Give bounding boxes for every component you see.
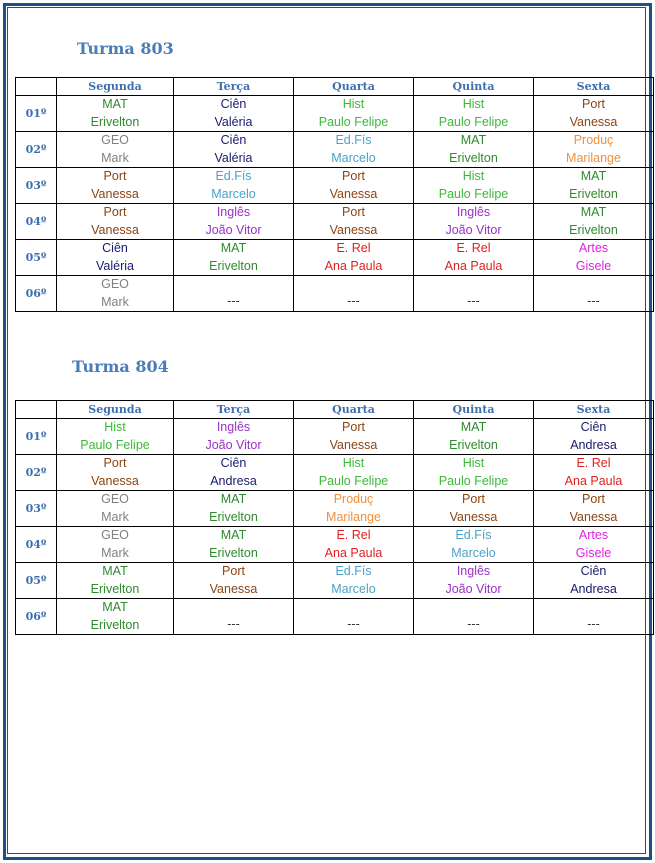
period-label: 05º <box>16 240 57 276</box>
lesson-cell <box>294 96 414 132</box>
lesson-cell <box>414 240 534 276</box>
day-header: Quarta <box>294 401 414 419</box>
subject-label: E. Rel <box>336 241 371 255</box>
lesson-cell <box>174 563 294 599</box>
lesson-cell <box>174 132 294 168</box>
teacher-name: Ana Paula <box>564 473 623 488</box>
lesson-cell <box>174 491 294 527</box>
subject-label: Port <box>582 97 605 111</box>
teacher-name: Mark <box>101 545 129 560</box>
subject-label: Port <box>103 205 127 219</box>
subject-label: Artes <box>578 241 609 255</box>
subject-label: GEO <box>101 528 129 542</box>
table-row <box>16 240 654 276</box>
empty-slot-dash: --- <box>467 616 480 631</box>
subject-label: Inglês <box>216 420 251 434</box>
lesson-cell <box>174 96 294 132</box>
turma-803-title: Turma 803 <box>77 39 174 58</box>
lesson-cell <box>534 168 654 204</box>
subject-label: Ciên <box>580 420 607 434</box>
empty-slot-cell <box>534 599 654 635</box>
subject-label: Produç <box>573 133 614 147</box>
lesson-cell <box>294 204 414 240</box>
table-row <box>16 96 654 132</box>
teacher-name: Vanessa <box>329 222 378 237</box>
lesson-cell <box>534 96 654 132</box>
teacher-name: Erivelton <box>569 222 618 237</box>
day-header: Segunda <box>57 401 174 419</box>
subject-label: Hist <box>342 97 365 111</box>
teacher-name: Vanessa <box>329 186 378 201</box>
lesson-cell <box>294 527 414 563</box>
subject-label: Artes <box>578 528 609 542</box>
teacher-name: Ana Paula <box>324 545 383 560</box>
lesson-cell <box>294 132 414 168</box>
subject-label: Hist <box>462 97 485 111</box>
empty-slot-dash: --- <box>347 616 360 631</box>
day-header: Terça <box>174 78 294 96</box>
teacher-name: Erivelton <box>209 258 258 273</box>
subject-label: GEO <box>101 133 129 147</box>
lesson-cell <box>414 527 534 563</box>
day-header: Quarta <box>294 78 414 96</box>
teacher-name: Vanessa <box>91 222 139 237</box>
lesson-cell <box>534 455 654 491</box>
teacher-name: Ana Paula <box>324 258 383 273</box>
table-row <box>16 563 654 599</box>
teacher-name: Mark <box>101 509 129 524</box>
lesson-cell <box>57 491 174 527</box>
subject-label: MAT <box>102 564 128 578</box>
subject-label: Port <box>462 492 485 506</box>
table-row <box>16 599 654 635</box>
period-label: 03º <box>16 168 57 204</box>
day-header: Quinta <box>414 401 534 419</box>
table-row <box>16 419 654 455</box>
subject-label: Hist <box>342 456 365 470</box>
subject-label: MAT <box>102 97 128 111</box>
subject-label: Ciên <box>102 241 128 255</box>
subject-label: Hist <box>462 169 485 183</box>
subject-label: Ed.Fís <box>215 169 252 183</box>
subject-label: Inglês <box>456 564 491 578</box>
subject-label: MAT <box>580 205 607 219</box>
day-header: Sexta <box>534 401 654 419</box>
turma-804-schedule-table <box>15 400 654 635</box>
period-label: 06º <box>16 276 57 312</box>
lesson-cell <box>294 563 414 599</box>
period-label: 03º <box>16 491 57 527</box>
teacher-name: João Vitor <box>445 222 502 237</box>
empty-slot-dash: --- <box>227 293 240 308</box>
teacher-name: Valéria <box>214 150 253 165</box>
teacher-name: João Vitor <box>205 222 262 237</box>
period-label: 01º <box>16 419 57 455</box>
lesson-cell <box>57 455 174 491</box>
lesson-cell <box>57 204 174 240</box>
day-header: Segunda <box>57 78 174 96</box>
subject-label: GEO <box>101 277 129 291</box>
day-header: Quinta <box>414 78 534 96</box>
teacher-name: Paulo Felipe <box>438 114 509 129</box>
subject-label: Ciên <box>220 97 247 111</box>
subject-label: Ciên <box>580 564 607 578</box>
lesson-cell <box>294 491 414 527</box>
teacher-name: Erivelton <box>90 617 140 632</box>
lesson-cell <box>534 527 654 563</box>
teacher-name: Erivelton <box>449 437 498 452</box>
teacher-name: Erivelton <box>90 581 140 596</box>
teacher-name: Vanessa <box>209 581 258 596</box>
table-row <box>16 168 654 204</box>
lesson-cell <box>57 240 174 276</box>
empty-slot-dash: --- <box>347 293 360 308</box>
period-label: 06º <box>16 599 57 635</box>
teacher-name: Erivelton <box>209 545 258 560</box>
turma-804-title: Turma 804 <box>72 357 169 376</box>
subject-label: Inglês <box>456 205 491 219</box>
teacher-name: Gisele <box>575 258 612 273</box>
subject-label: MAT <box>460 420 487 434</box>
empty-slot-dash: --- <box>467 293 480 308</box>
table-row <box>16 204 654 240</box>
teacher-name: Andresa <box>570 437 617 452</box>
teacher-name: Mark <box>101 294 129 309</box>
lesson-cell <box>57 276 174 312</box>
period-label: 04º <box>16 527 57 563</box>
lesson-cell <box>414 132 534 168</box>
lesson-cell <box>534 240 654 276</box>
lesson-cell <box>414 563 534 599</box>
header-row <box>16 401 654 419</box>
subject-label: MAT <box>460 133 487 147</box>
teacher-name: Marcelo <box>331 581 376 596</box>
teacher-name: Vanessa <box>449 509 498 524</box>
corner-cell <box>16 401 57 419</box>
teacher-name: Mark <box>101 150 129 165</box>
teacher-name: Marcelo <box>331 150 376 165</box>
empty-slot-cell <box>294 276 414 312</box>
empty-slot-cell <box>174 276 294 312</box>
lesson-cell <box>294 168 414 204</box>
teacher-name: Marilange <box>566 150 621 165</box>
teacher-name: Vanessa <box>91 186 139 201</box>
subject-label: Produç <box>333 492 374 506</box>
lesson-cell <box>57 132 174 168</box>
period-label: 02º <box>16 455 57 491</box>
lesson-cell <box>57 168 174 204</box>
day-header: Sexta <box>534 78 654 96</box>
lesson-cell <box>534 491 654 527</box>
table-row <box>16 132 654 168</box>
subject-label: Port <box>342 205 365 219</box>
header-row <box>16 78 654 96</box>
lesson-cell <box>174 240 294 276</box>
lesson-cell <box>414 419 534 455</box>
period-label: 02º <box>16 132 57 168</box>
teacher-name: Erivelton <box>449 150 498 165</box>
subject-label: MAT <box>220 492 247 506</box>
teacher-name: Paulo Felipe <box>438 473 509 488</box>
table-row <box>16 276 654 312</box>
subject-label: Inglês <box>216 205 251 219</box>
lesson-cell <box>414 491 534 527</box>
teacher-name: Erivelton <box>569 186 618 201</box>
subject-label: MAT <box>220 528 247 542</box>
subject-label: Port <box>582 492 605 506</box>
lesson-cell <box>414 455 534 491</box>
subject-label: Hist <box>462 456 485 470</box>
lesson-cell <box>57 527 174 563</box>
teacher-name: Erivelton <box>90 114 140 129</box>
teacher-name: Paulo Felipe <box>318 473 389 488</box>
teacher-name: Vanessa <box>569 509 618 524</box>
lesson-cell <box>57 599 174 635</box>
teacher-name: Andresa <box>570 581 617 596</box>
lesson-cell <box>534 132 654 168</box>
teacher-name: Valéria <box>214 114 253 129</box>
subject-label: Ed.Fís <box>335 133 372 147</box>
empty-slot-cell <box>414 599 534 635</box>
subject-label: MAT <box>220 241 247 255</box>
teacher-name: Vanessa <box>91 473 139 488</box>
teacher-name: João Vitor <box>445 581 502 596</box>
table-row <box>16 491 654 527</box>
teacher-name: Valéria <box>96 258 134 273</box>
subject-label: Port <box>222 564 245 578</box>
lesson-cell <box>534 204 654 240</box>
lesson-cell <box>174 455 294 491</box>
subject-label: E. Rel <box>336 528 371 542</box>
subject-label: Port <box>103 169 127 183</box>
lesson-cell <box>294 455 414 491</box>
table-row <box>16 527 654 563</box>
lesson-cell <box>534 419 654 455</box>
empty-slot-dash: --- <box>587 616 600 631</box>
lesson-cell <box>57 419 174 455</box>
day-header: Terça <box>174 401 294 419</box>
teacher-name: Gisele <box>575 545 612 560</box>
subject-label: Port <box>342 169 365 183</box>
lesson-cell <box>414 204 534 240</box>
subject-label: Port <box>342 420 365 434</box>
lesson-cell <box>534 563 654 599</box>
teacher-name: Erivelton <box>209 509 258 524</box>
subject-label: Ed.Fís <box>455 528 492 542</box>
empty-slot-cell <box>294 599 414 635</box>
subject-label: E. Rel <box>456 241 491 255</box>
subject-label: Ed.Fís <box>335 564 372 578</box>
period-label: 05º <box>16 563 57 599</box>
teacher-name: Ana Paula <box>444 258 503 273</box>
teacher-name: Marcelo <box>451 545 496 560</box>
subject-label: GEO <box>101 492 129 506</box>
subject-label: E. Rel <box>576 456 611 470</box>
subject-label: Ciên <box>220 456 247 470</box>
empty-slot-dash: --- <box>227 616 240 631</box>
teacher-name: Paulo Felipe <box>80 437 150 452</box>
lesson-cell <box>414 96 534 132</box>
lesson-cell <box>174 419 294 455</box>
empty-slot-cell <box>534 276 654 312</box>
teacher-name: Marilange <box>326 509 381 524</box>
teacher-name: Vanessa <box>569 114 618 129</box>
lesson-cell <box>174 204 294 240</box>
table-row <box>16 455 654 491</box>
teacher-name: Paulo Felipe <box>438 186 509 201</box>
turma-803-schedule-table <box>15 77 654 312</box>
subject-label: Hist <box>104 420 126 434</box>
subject-label: MAT <box>580 169 607 183</box>
lesson-cell <box>57 96 174 132</box>
lesson-cell <box>414 168 534 204</box>
empty-slot-dash: --- <box>587 293 600 308</box>
lesson-cell <box>294 240 414 276</box>
subject-label: MAT <box>102 600 128 614</box>
subject-label: Ciên <box>220 133 247 147</box>
teacher-name: Paulo Felipe <box>318 114 389 129</box>
lesson-cell <box>294 419 414 455</box>
empty-slot-cell <box>174 599 294 635</box>
lesson-cell <box>174 168 294 204</box>
period-label: 04º <box>16 204 57 240</box>
lesson-cell <box>57 563 174 599</box>
subject-label: Port <box>103 456 127 470</box>
empty-slot-cell <box>414 276 534 312</box>
teacher-name: Vanessa <box>329 437 378 452</box>
teacher-name: Andresa <box>210 473 257 488</box>
teacher-name: Marcelo <box>211 186 256 201</box>
period-label: 01º <box>16 96 57 132</box>
lesson-cell <box>174 527 294 563</box>
teacher-name: João Vitor <box>205 437 262 452</box>
corner-cell <box>16 78 57 96</box>
